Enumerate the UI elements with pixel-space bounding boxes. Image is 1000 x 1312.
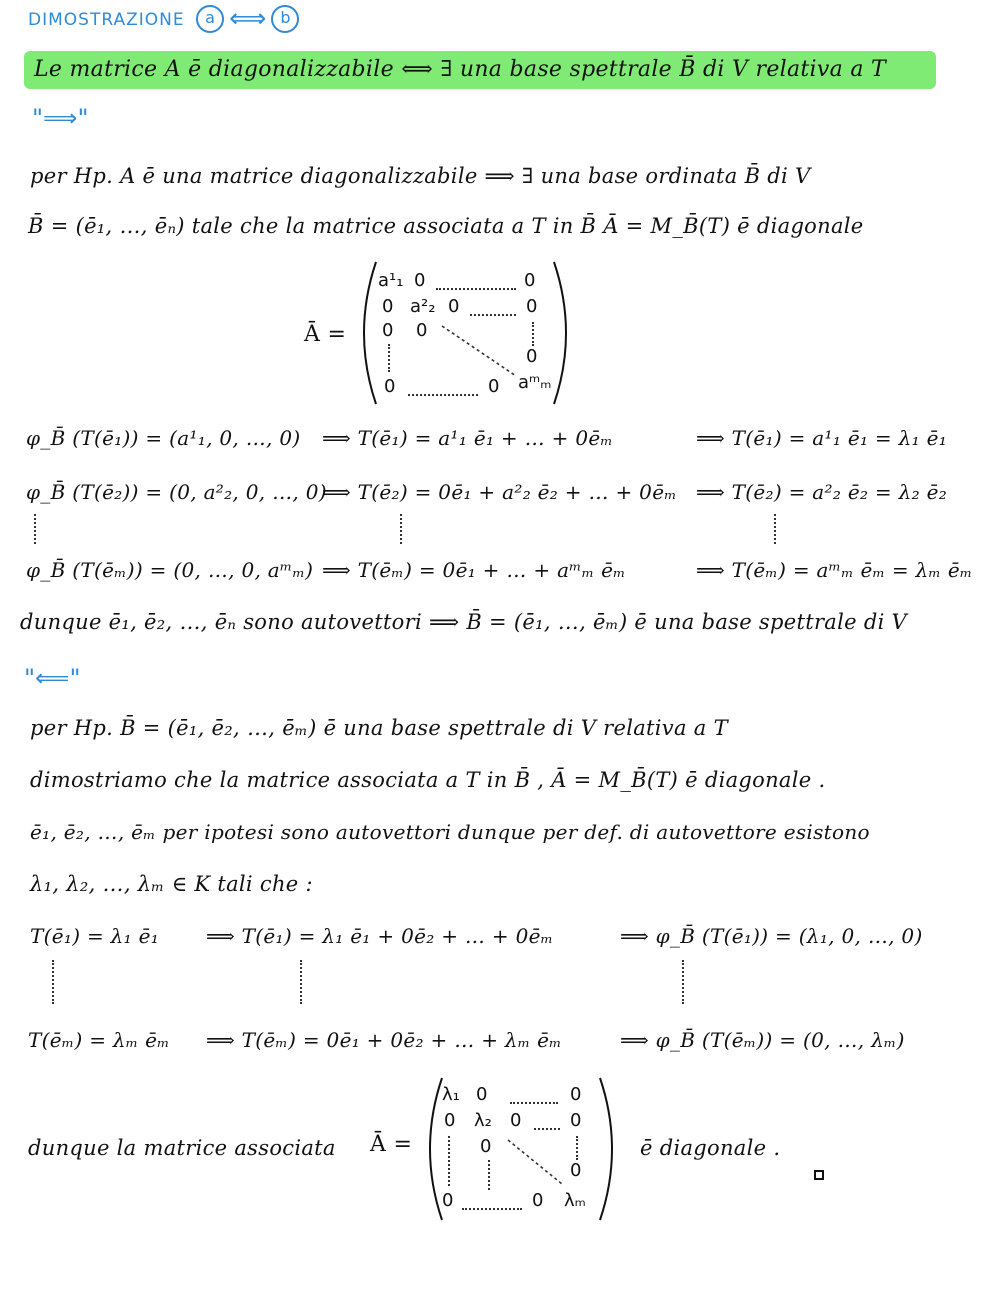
fwd-vdots-2 bbox=[400, 514, 402, 544]
fm-r2cn: 0 bbox=[526, 296, 538, 317]
fm-row-dots bbox=[388, 344, 390, 372]
bm-r2c3: 0 bbox=[510, 1110, 522, 1131]
fm-r5c1: 0 bbox=[384, 376, 396, 397]
backward-eigenvectors: ē₁, ē₂, …, ēₘ per ipotesi sono autovettori dunque per def. di autovettore esistono bbox=[30, 820, 870, 844]
bm-coln-dots bbox=[576, 1136, 578, 1160]
bm-r1c1: λ₁ bbox=[442, 1084, 460, 1105]
fwd-line3-c: ⟹ T(ēₘ) = aᵐₘ ēₘ = λₘ ēₘ bbox=[696, 558, 973, 582]
fm-r1c2: 0 bbox=[414, 270, 426, 291]
fm-col-dots bbox=[532, 322, 534, 346]
backward-conclusion-right: ē diagonale . bbox=[640, 1136, 781, 1160]
bm-row-dots bbox=[448, 1136, 450, 1186]
backward-goal: dimostriamo che la matrice associata a T in B̄ , Ā = M_B̄(T) ē diagonale . bbox=[30, 768, 826, 792]
fm-r4cn: 0 bbox=[526, 346, 538, 367]
theorem-statement: Le matrice A ē diagonalizzabile ⟺ ∃ una base spettrale B̄ di V relativa a T bbox=[34, 57, 887, 82]
fm-r2c1: 0 bbox=[382, 296, 394, 317]
backward-conclusion-left: dunque la matrice associata bbox=[28, 1136, 336, 1160]
fm-r2-dots bbox=[470, 314, 516, 316]
double-arrow-icon: ⟺ bbox=[229, 4, 267, 34]
backward-hypothesis: per Hp. B̄ = (ē₁, ē₂, …, ēₘ) ē una base spettrale di V relativa a T bbox=[30, 716, 728, 740]
fwd-line3-a: φ_B̄ (T(ēₘ)) = (0, …, 0, aᵐₘ) bbox=[26, 558, 314, 582]
fm-r5-dots bbox=[408, 394, 478, 396]
bwd-line2-c: ⟹ φ_B̄ (T(ēₘ)) = (0, …, λₘ) bbox=[620, 1028, 905, 1052]
bwd-line2-a: T(ēₘ) = λₘ ēₘ bbox=[28, 1028, 170, 1052]
fwd-line1-a: φ_B̄ (T(ē₁)) = (a¹₁, 0, …, 0) bbox=[26, 426, 301, 450]
bm-r5c1: 0 bbox=[442, 1190, 454, 1211]
bm-r5cn: λₘ bbox=[564, 1190, 586, 1211]
backward-matrix-label: Ā = bbox=[370, 1132, 413, 1157]
fm-r3c2: 0 bbox=[416, 320, 428, 341]
equivalence-header bbox=[196, 4, 299, 34]
bwd-line1-a: T(ē₁) = λ₁ ē₁ bbox=[30, 924, 160, 948]
fm-r5cm: 0 bbox=[488, 376, 500, 397]
bm-r1cn: 0 bbox=[570, 1084, 582, 1105]
fm-diagonal-dots bbox=[440, 324, 520, 380]
fm-r5cn: aᵐₘ bbox=[518, 372, 552, 393]
fwd-line3-b: ⟹ T(ēₘ) = 0ē₁ + … + aᵐₘ ēₘ bbox=[322, 558, 626, 582]
bm-r5-dots bbox=[462, 1208, 522, 1210]
forward-conclusion: dunque ē₁, ē₂, …, ēₙ sono autovettori ⟹ B̄ = (ē₁, …, ēₘ) ē una base spettrale di V bbox=[20, 610, 908, 634]
backward-lambdas: λ₁, λ₂, …, λₘ ∈ K tali che : bbox=[30, 872, 313, 896]
bm-r4cn: 0 bbox=[570, 1160, 582, 1181]
circle-b-icon: b bbox=[271, 5, 299, 33]
bm-diagonal-dots bbox=[506, 1138, 566, 1188]
fwd-line2-a: φ_B̄ (T(ē₂)) = (0, a²₂, 0, …, 0) bbox=[26, 480, 327, 504]
bm-r2-dots bbox=[534, 1128, 560, 1130]
forward-matrix-label: Ā = bbox=[304, 322, 347, 347]
bm-r3c2: 0 bbox=[480, 1136, 492, 1157]
bm-r2c1: 0 bbox=[444, 1110, 456, 1131]
bm-r1c2: 0 bbox=[476, 1084, 488, 1105]
bwd-line2-b: ⟹ T(ēₘ) = 0ē₁ + 0ē₂ + … + λₘ ēₘ bbox=[206, 1028, 562, 1052]
fm-r2c3: 0 bbox=[448, 296, 460, 317]
qed-square-icon bbox=[814, 1170, 824, 1180]
fwd-line1-c: ⟹ T(ē₁) = a¹₁ ē₁ = λ₁ ē₁ bbox=[696, 426, 948, 450]
fwd-line2-c: ⟹ T(ē₂) = a²₂ ē₂ = λ₂ ē₂ bbox=[696, 480, 948, 504]
bwd-line1-b: ⟹ T(ē₁) = λ₁ ē₁ + 0ē₂ + … + 0ēₘ bbox=[206, 924, 554, 948]
fm-r3c1: 0 bbox=[382, 320, 394, 341]
fwd-line1-b: ⟹ T(ē₁) = a¹₁ ē₁ + … + 0ēₘ bbox=[322, 426, 614, 450]
fwd-line2-b: ⟹ T(ē₂) = 0ē₁ + a²₂ ē₂ + … + 0ēₘ bbox=[322, 480, 677, 504]
forward-basis: B̄ = (ē₁, …, ēₙ) tale che la matrice associata a T in B̄ Ā = M_B̄(T) ē diagonale bbox=[28, 214, 864, 238]
bm-r2cn: 0 bbox=[570, 1110, 582, 1131]
bwd-line1-c: ⟹ φ_B̄ (T(ē₁)) = (λ₁, 0, …, 0) bbox=[620, 924, 923, 948]
bwd-vdots-1 bbox=[52, 960, 54, 1004]
fm-r1cn: 0 bbox=[524, 270, 536, 291]
fm-r1-dots bbox=[436, 288, 516, 290]
bm-r1-dots bbox=[510, 1102, 558, 1104]
forward-hypothesis: per Hp. A ē una matrice diagonalizzabile ⟹ ∃ una base ordinata B̄ di V bbox=[30, 164, 811, 188]
proof-title: DIMOSTRAZIONE bbox=[28, 10, 185, 30]
bwd-vdots-3 bbox=[682, 960, 684, 1004]
bm-col2-dots bbox=[488, 1160, 490, 1190]
fm-r2c2: a²₂ bbox=[410, 296, 436, 317]
fwd-vdots-3 bbox=[774, 514, 776, 544]
fwd-vdots-1 bbox=[34, 514, 36, 544]
bm-r5cm: 0 bbox=[532, 1190, 544, 1211]
forward-label: "⟹" bbox=[32, 104, 89, 132]
circle-a-icon: a bbox=[196, 5, 224, 33]
fm-r1c1: a¹₁ bbox=[378, 270, 404, 291]
bwd-vdots-2 bbox=[300, 960, 302, 1004]
backward-label: "⟸" bbox=[24, 664, 81, 692]
bm-r2c2: λ₂ bbox=[474, 1110, 492, 1131]
